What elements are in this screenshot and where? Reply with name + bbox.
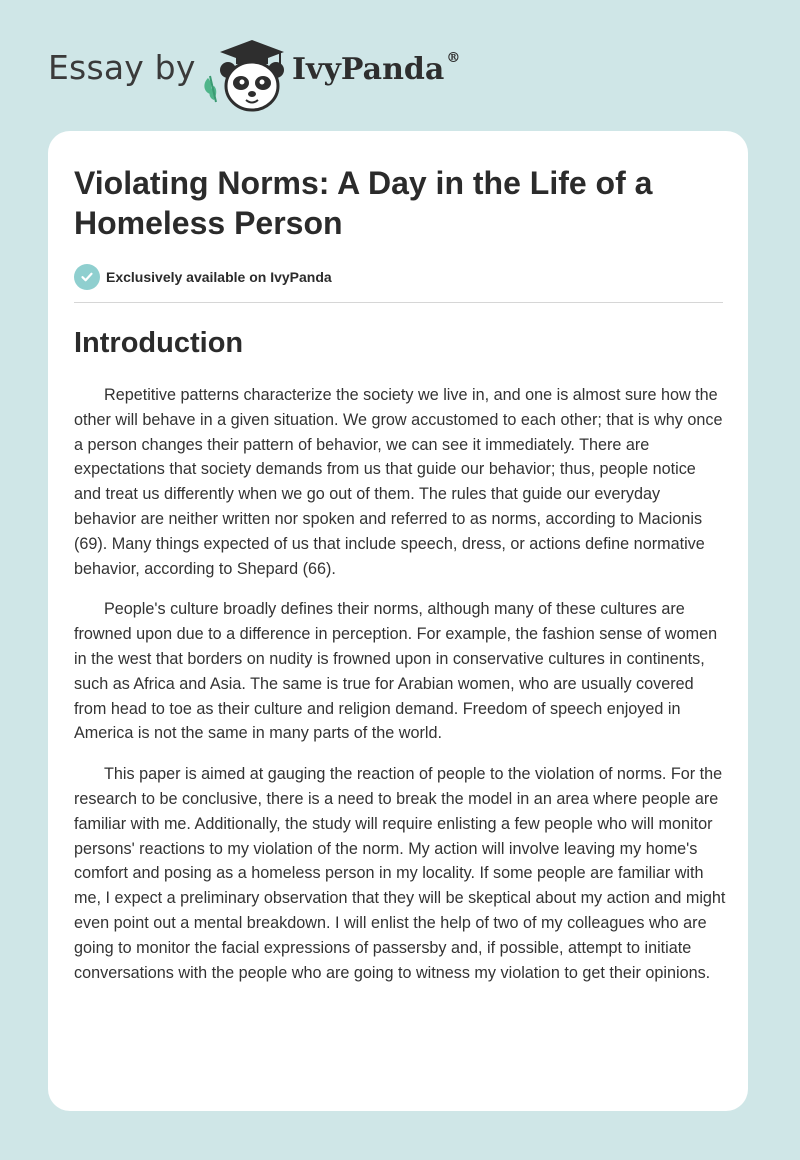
essay-by-label: Essay by: [48, 48, 196, 87]
site-header: [48, 34, 548, 114]
paragraph: This paper is aimed at gauging the reaction of people to the violation of norms. For the research to be conclusive, there is a need to break the model in an area where people are familiar with me. Additionally, the study will require enlisting a few people who will monitor persons' reactions to my violation of the norm. My action will involve leaving my home's comfort and posing as a homeless person in my locality. If some people are familiar with me, I expect a preliminary observation that they will be skeptical about my action and might even point out a mental breakdown. I will enlist the help of two of my colleagues who are going to monitor the facial expressions of passersby and, if possible, attempt to initiate conversations with the people who are going to witness my violation to get their opinions.: [74, 765, 726, 982]
paragraph: People's culture broadly defines their norms, although many of these cultures are frowned upon due to a difference in perception. For example, the fashion sense of women in the west that borders on nudity is frowned upon in conservative cultures in continents, such as Africa and Asia. The same is true for Arabian women, who are usually covered from head to toe as their culture and religion demand. Freedom of speech enjoyed in America is not the same in many parts of the world.: [74, 600, 718, 743]
essay-title: Violating Norms: A Day in the Life of a Homeless Person: [74, 165, 653, 241]
brand-name-text: IvyPanda: [292, 52, 445, 87]
title-divider: [74, 302, 723, 303]
paragraph: Repetitive patterns characterize the society we live in, and one is almost sure how the other will behave in a given situation. We grow accustomed to each other; that is why once a person changes their pattern of behavior, we can see it immediately. There are expectations that society demands from us that guide our behavior; thus, people notice and treat us differently when we go out of them. The rules that guide our everyday behavior are neither written nor spoken and referred to as norms, according to Macionis (69). Many things expected of us that include speech, dress, or actions define normative behavior, according to Shepard (66).: [74, 386, 723, 578]
registered-mark: ®: [446, 50, 461, 66]
brand-name[interactable]: [292, 52, 460, 87]
checkmark-icon: [74, 264, 100, 290]
essay-body: [74, 383, 726, 1001]
essay-card: [48, 131, 748, 1111]
section-heading: Introduction: [74, 327, 244, 359]
exclusive-badge-label: Exclusively available on IvyPanda: [106, 269, 332, 285]
exclusive-badge: [74, 264, 332, 290]
panda-logo-icon: [200, 34, 286, 114]
